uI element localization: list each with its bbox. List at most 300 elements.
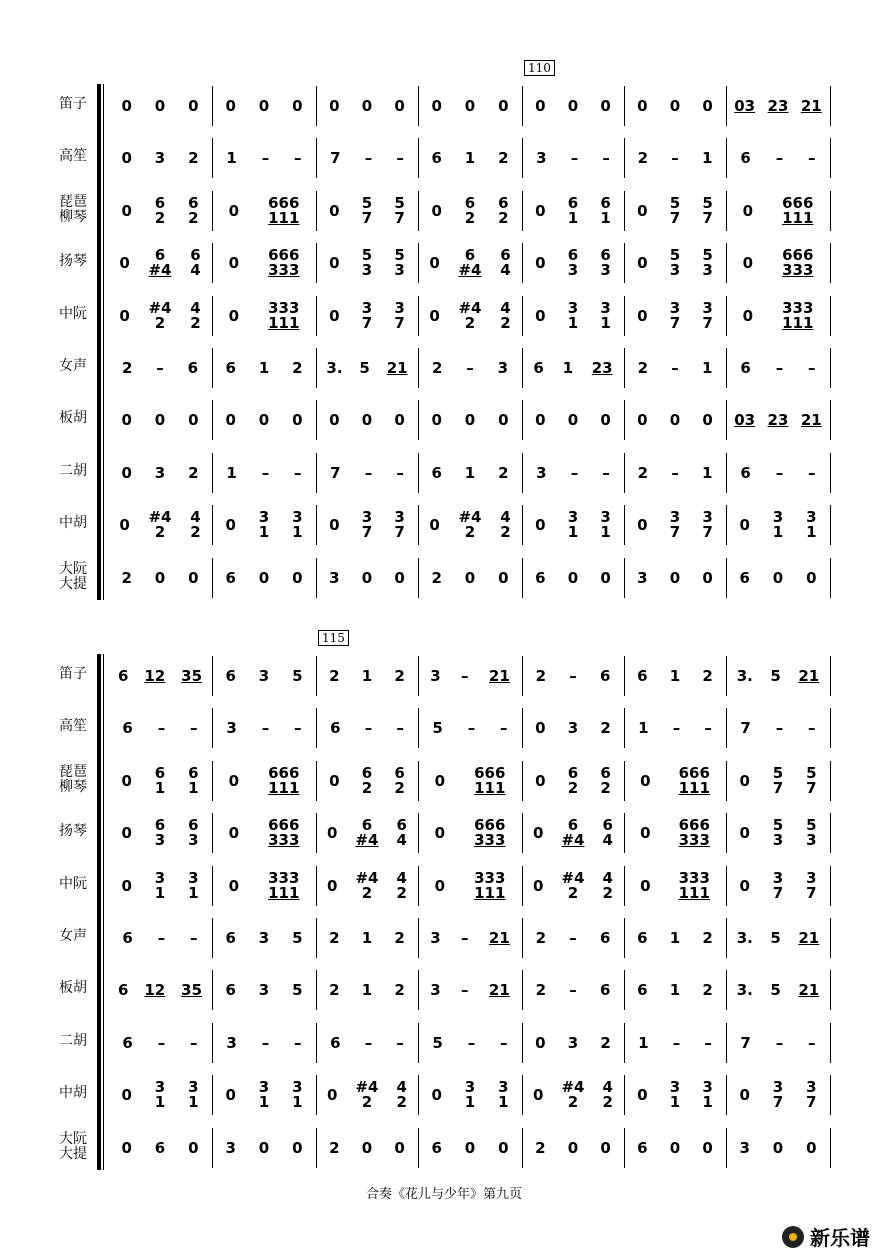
measure (420, 964, 520, 1016)
note: – (500, 719, 508, 738)
chord-lower: 2 (154, 313, 166, 332)
barline (316, 86, 317, 126)
barline (624, 138, 625, 178)
barline (418, 970, 419, 1010)
barline (212, 970, 213, 1010)
note (188, 868, 199, 902)
chord-lower: 7 (361, 313, 373, 332)
measure (110, 499, 210, 551)
measure (524, 132, 622, 184)
note: 0 (637, 411, 648, 430)
note: 0 (742, 201, 753, 220)
barline (522, 191, 523, 231)
note: 0 (292, 568, 303, 587)
chord-upper: 3 (772, 508, 784, 527)
note: – (461, 929, 469, 947)
note: 21 (488, 981, 510, 1000)
chord-upper: 3 (806, 868, 817, 887)
chord-upper: 3 (154, 868, 166, 887)
note (500, 248, 510, 278)
barline (212, 296, 213, 336)
measure (728, 1069, 828, 1121)
instrument-name: 高笙 (59, 148, 87, 165)
measure (420, 80, 520, 132)
chord-lower: 7 (702, 313, 713, 332)
chord-upper: 3 (702, 1078, 713, 1097)
note (394, 763, 405, 797)
chord-upper: 6 (602, 816, 613, 835)
chord-lower: 111 (268, 778, 300, 797)
note: – (808, 463, 816, 482)
chord-lower: 2 (464, 313, 476, 332)
note: 6 (187, 359, 199, 377)
barline (726, 866, 727, 906)
note: 0 (121, 771, 132, 790)
instrument-row (0, 447, 888, 499)
note: 3 (258, 981, 270, 1000)
instrument-row (0, 290, 888, 342)
note (561, 818, 584, 848)
note: 0 (121, 824, 132, 843)
chord-lower: 1 (188, 778, 199, 797)
note: 6 (599, 929, 611, 947)
note: 0 (640, 771, 651, 790)
note: 7 (330, 463, 341, 482)
note: – (672, 1033, 681, 1052)
chord-upper: 6 (361, 816, 373, 835)
chord-upper: #4 (458, 508, 482, 527)
barline (522, 296, 523, 336)
note (259, 1080, 269, 1110)
chord-upper: 3 (669, 1078, 681, 1097)
note: 6 (637, 981, 648, 1000)
note: 0 (228, 254, 239, 273)
note: – (157, 929, 166, 947)
instrument-name: 笛子 (59, 96, 87, 112)
chord-upper: #4 (561, 868, 585, 887)
measure (524, 702, 622, 754)
note: 6 (117, 667, 129, 685)
measure (626, 132, 724, 184)
note: 6 (225, 359, 236, 377)
measure (728, 552, 828, 604)
measure (524, 807, 622, 859)
barline (624, 970, 625, 1010)
note (458, 248, 481, 278)
note: 0 (327, 876, 338, 895)
note (602, 868, 613, 902)
chord-upper: 6 (464, 246, 476, 265)
measure (318, 552, 416, 604)
barline (418, 1128, 419, 1168)
note: – (602, 463, 610, 482)
measure (110, 860, 210, 912)
note: 3 (258, 667, 270, 685)
note: 0 (327, 824, 338, 843)
note (148, 510, 171, 540)
note (670, 248, 680, 278)
measure (110, 80, 210, 132)
note (464, 193, 476, 227)
barline (418, 243, 419, 283)
note: 0 (498, 97, 509, 115)
chord-upper: 6 (394, 763, 405, 782)
note (474, 868, 506, 902)
chord-lower: 333 (678, 831, 710, 850)
barline (316, 243, 317, 283)
measure (728, 499, 828, 551)
chord-upper: 5 (669, 246, 681, 265)
note: 0 (739, 876, 750, 895)
note: 2 (535, 667, 547, 685)
note: 23 (767, 97, 789, 115)
note: 0 (498, 1138, 509, 1157)
note (806, 868, 817, 902)
measure (214, 447, 314, 499)
note: – (261, 149, 270, 168)
note: – (467, 1033, 476, 1052)
barline (726, 708, 727, 748)
note (268, 193, 300, 227)
chord-upper: 5 (394, 246, 405, 265)
measure (524, 552, 622, 604)
measure (626, 755, 724, 807)
measure (318, 755, 416, 807)
note: 0 (637, 1086, 648, 1105)
chord-upper: 4 (602, 868, 613, 887)
note: 0 (329, 411, 340, 430)
chord-upper: 5 (806, 763, 817, 782)
measure (524, 447, 622, 499)
chord-lower: 7 (806, 778, 817, 797)
note (394, 510, 404, 540)
measure (420, 185, 520, 237)
note: 5 (292, 981, 303, 1000)
chord-upper: #4 (355, 868, 379, 887)
note: 2 (637, 359, 649, 377)
chord-upper: 3 (464, 1078, 476, 1097)
note: 1 (464, 149, 476, 168)
note: 0 (329, 201, 340, 220)
note: 0 (258, 97, 270, 115)
barline (418, 1023, 419, 1063)
measure (110, 964, 210, 1016)
measure-number: 115 (318, 630, 349, 646)
measure (214, 1017, 314, 1069)
note (561, 1080, 584, 1110)
note: 6 (599, 981, 611, 1000)
chord-lower: 1 (498, 1093, 509, 1112)
chord-upper: 6 (567, 246, 579, 265)
barline (418, 191, 419, 231)
barline (212, 918, 213, 958)
chord-upper: 3 (806, 1078, 817, 1097)
measure (110, 912, 210, 964)
measure (524, 394, 622, 446)
measure (524, 912, 622, 964)
vinyl-record-icon (782, 1226, 804, 1248)
measure (110, 552, 210, 604)
note: – (808, 149, 816, 168)
note: 0 (225, 516, 236, 535)
barline (624, 558, 625, 598)
chord-lower: 1 (258, 523, 270, 542)
note: – (775, 359, 784, 377)
chord-upper: 6 (154, 246, 166, 265)
barline (624, 656, 625, 696)
note (773, 510, 783, 540)
note (670, 1080, 680, 1110)
chord-upper: 3 (669, 508, 681, 527)
note: 0 (464, 97, 476, 115)
chord-upper: 3 (806, 508, 817, 527)
note: – (294, 149, 302, 168)
chord-lower: 4 (396, 831, 407, 850)
chord-upper: 666 (268, 816, 300, 835)
barline (726, 656, 727, 696)
barline (830, 708, 831, 748)
note: 21 (488, 667, 510, 685)
note: – (294, 1033, 302, 1052)
chord-lower: 2 (394, 778, 405, 797)
measure (214, 807, 314, 859)
chord-upper: 6 (500, 246, 511, 265)
chord-lower: 111 (782, 313, 814, 332)
note: 6 (225, 568, 236, 587)
note: 0 (121, 201, 132, 220)
note: – (775, 1033, 784, 1052)
instrument-row (0, 342, 888, 394)
measure (626, 80, 724, 132)
note: 0 (742, 254, 753, 273)
barline (212, 866, 213, 906)
note: – (156, 359, 164, 377)
note: 3 (536, 149, 547, 168)
chord-lower: 2 (154, 523, 166, 542)
measure (626, 447, 724, 499)
note: 0 (535, 1033, 546, 1052)
measure (728, 807, 828, 859)
chord-lower: 111 (678, 778, 710, 797)
barline (726, 761, 727, 801)
note: 6 (431, 149, 442, 168)
note: 0 (188, 411, 199, 430)
barline (212, 191, 213, 231)
note: 0 (188, 97, 199, 115)
measure (420, 1069, 520, 1121)
note: – (190, 1033, 198, 1052)
note (394, 193, 405, 227)
chord-upper: 666 (678, 763, 710, 782)
note: – (704, 719, 712, 738)
note: 3 (225, 1138, 236, 1157)
barline (726, 138, 727, 178)
chord-lower: 2 (464, 523, 476, 542)
note: 0 (225, 1086, 236, 1105)
note: 6 (637, 1138, 648, 1157)
measure (420, 702, 520, 754)
measure (318, 290, 416, 342)
chord-lower: 3 (188, 831, 199, 850)
barline (316, 918, 317, 958)
site-logo (782, 1222, 870, 1251)
note: 6 (225, 667, 236, 685)
chord-lower: 1 (258, 1093, 270, 1112)
note: 3 (329, 568, 340, 587)
note: 3 (226, 1033, 237, 1052)
measure (524, 342, 622, 394)
note: 21 (800, 411, 822, 430)
measure (524, 1017, 622, 1069)
barline (316, 866, 317, 906)
chord-upper: 3 (567, 298, 579, 317)
note: 0 (228, 306, 239, 325)
note: 0 (329, 771, 340, 790)
chord-lower: 7 (394, 313, 405, 332)
chord-upper: 5 (702, 246, 713, 265)
note (568, 510, 578, 540)
chord-upper: 6 (567, 193, 579, 212)
measure (110, 1017, 210, 1069)
barline (212, 558, 213, 598)
note: 0 (742, 306, 753, 325)
chord-upper: 3 (600, 298, 611, 317)
note: 0 (535, 201, 546, 220)
note: 0 (637, 97, 648, 115)
note: 6 (637, 929, 648, 947)
note: 0 (361, 411, 373, 430)
measure (728, 185, 828, 237)
note: 0 (772, 568, 784, 587)
note (806, 1080, 816, 1110)
note: 3 (739, 1138, 750, 1157)
instrument-row (0, 755, 888, 807)
measure (626, 342, 724, 394)
note: 3 (637, 568, 648, 587)
note: – (294, 719, 302, 738)
chord-lower: 7 (669, 523, 681, 542)
note (568, 248, 578, 278)
measure (626, 185, 724, 237)
note: 0 (739, 1086, 750, 1105)
note: 0 (669, 411, 681, 430)
measure (728, 912, 828, 964)
measure (214, 237, 314, 289)
chord-lower: 1 (292, 523, 303, 542)
chord-lower: 3 (669, 261, 681, 280)
note: – (466, 359, 474, 377)
note (397, 818, 407, 848)
chord-lower: 333 (474, 831, 506, 850)
note (567, 193, 579, 227)
chord-lower: 1 (567, 523, 579, 542)
measure (110, 447, 210, 499)
measure (214, 912, 314, 964)
chord-lower: 7 (394, 208, 405, 227)
note: 0 (464, 568, 476, 587)
note: – (500, 1033, 508, 1052)
chord-lower: 7 (772, 778, 784, 797)
chord-lower: 3 (772, 831, 784, 850)
measure (214, 290, 314, 342)
note: – (461, 667, 469, 685)
measure (318, 185, 416, 237)
chord-lower: 1 (600, 313, 611, 332)
chord-lower: #4 (561, 831, 585, 850)
barline (830, 1023, 831, 1063)
chord-lower: 7 (806, 883, 817, 902)
chord-upper: 333 (678, 868, 710, 887)
measure (728, 237, 828, 289)
barline (624, 400, 625, 440)
note: 3 (430, 929, 441, 947)
note: 6 (431, 1138, 442, 1157)
note: 2 (431, 359, 443, 377)
chord-upper: 5 (669, 193, 681, 212)
note: – (364, 1033, 373, 1052)
measure (214, 964, 314, 1016)
chord-lower: 2 (361, 883, 373, 902)
note: 3. (736, 667, 753, 685)
note (678, 868, 710, 902)
note (155, 1080, 165, 1110)
barline (830, 558, 831, 598)
measure (524, 80, 622, 132)
barline (624, 296, 625, 336)
note: 21 (798, 667, 820, 685)
note: 0 (429, 306, 440, 325)
barline (316, 1128, 317, 1168)
barline (212, 708, 213, 748)
chord-lower: 7 (669, 313, 681, 332)
barline (726, 918, 727, 958)
instrument-row (0, 237, 888, 289)
chord-upper: 4 (190, 298, 201, 317)
chord-lower: 7 (361, 208, 373, 227)
chord-upper: 4 (190, 508, 201, 527)
barline (522, 813, 523, 853)
note: 6 (739, 568, 750, 587)
measure (626, 1069, 724, 1121)
chord-upper: 4 (500, 508, 511, 527)
note: – (569, 929, 577, 947)
chord-lower: 1 (772, 523, 784, 542)
note: 0 (533, 824, 544, 843)
measure (524, 1122, 622, 1174)
note: 0 (228, 824, 239, 843)
note: 2 (121, 568, 132, 587)
note: – (396, 719, 404, 738)
note: 21 (488, 929, 510, 947)
note: 35 (181, 981, 203, 1000)
note: 6 (533, 359, 544, 377)
note: 6 (117, 981, 129, 1000)
note: 0 (600, 568, 611, 587)
measure (728, 290, 828, 342)
chord-upper: 5 (806, 816, 817, 835)
measure (420, 394, 520, 446)
measure (524, 499, 622, 551)
chord-lower: 1 (702, 1093, 713, 1112)
measure (318, 237, 416, 289)
instrument-name: 大阮 大提 (59, 1130, 87, 1162)
note: 0 (567, 411, 579, 430)
note (292, 510, 302, 540)
note (603, 1080, 613, 1110)
instrument-name: 琵琶 柳琴 (59, 193, 87, 225)
note: – (671, 463, 679, 482)
instrument-name: 中阮 (59, 305, 87, 322)
